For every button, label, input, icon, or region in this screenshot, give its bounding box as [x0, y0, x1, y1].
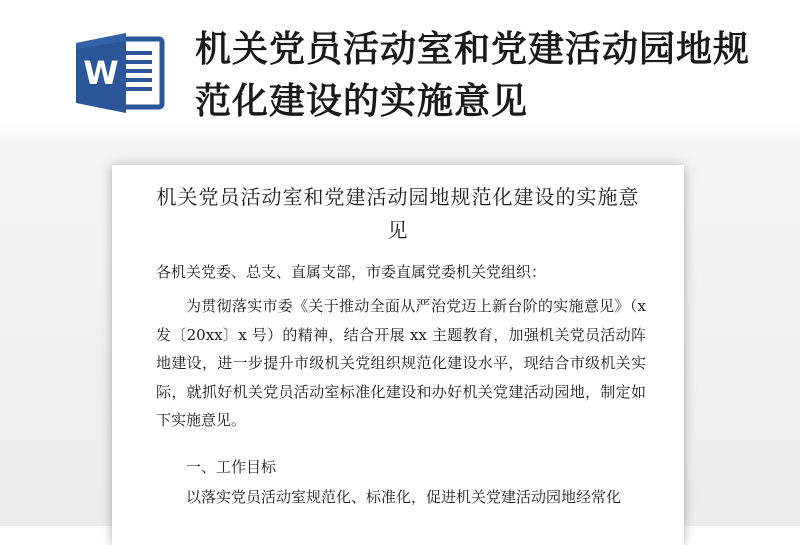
- document-title: 机关党员活动室和党建活动园地规范化建设的实施意见: [156, 185, 640, 242]
- microsoft-word-icon: [72, 31, 168, 115]
- document-paragraph: 以落实党员活动室规范化、标准化，促进机关党建活动园地经常化: [186, 488, 622, 506]
- header-banner: [0, 0, 800, 140]
- document-page: [112, 165, 684, 545]
- section-heading: 一、工作目标: [186, 458, 277, 476]
- svg-text:W: W: [83, 54, 119, 92]
- page-title: 机关党员活动室和党建活动园地规范化建设的实施意见: [195, 29, 751, 122]
- document-salutation: 各机关党委、总支、直属支部，市委直属党委机关党组织：: [156, 263, 547, 281]
- document-paragraph: 为贯彻落实市委《关于推动全面从严治党迈上新台阶的实施意见》（x 发〔20xx〕x 号）的精神，结合开展 xx 主题教育，加强机关党员活动阵地建设，进一步提升市级机关党组织规范化建设水平，现结合市级机关实际，就抓好机关党员活动室标准化建设和办好机关党建活动园地，制定如下实施意见。: [156, 297, 646, 430]
